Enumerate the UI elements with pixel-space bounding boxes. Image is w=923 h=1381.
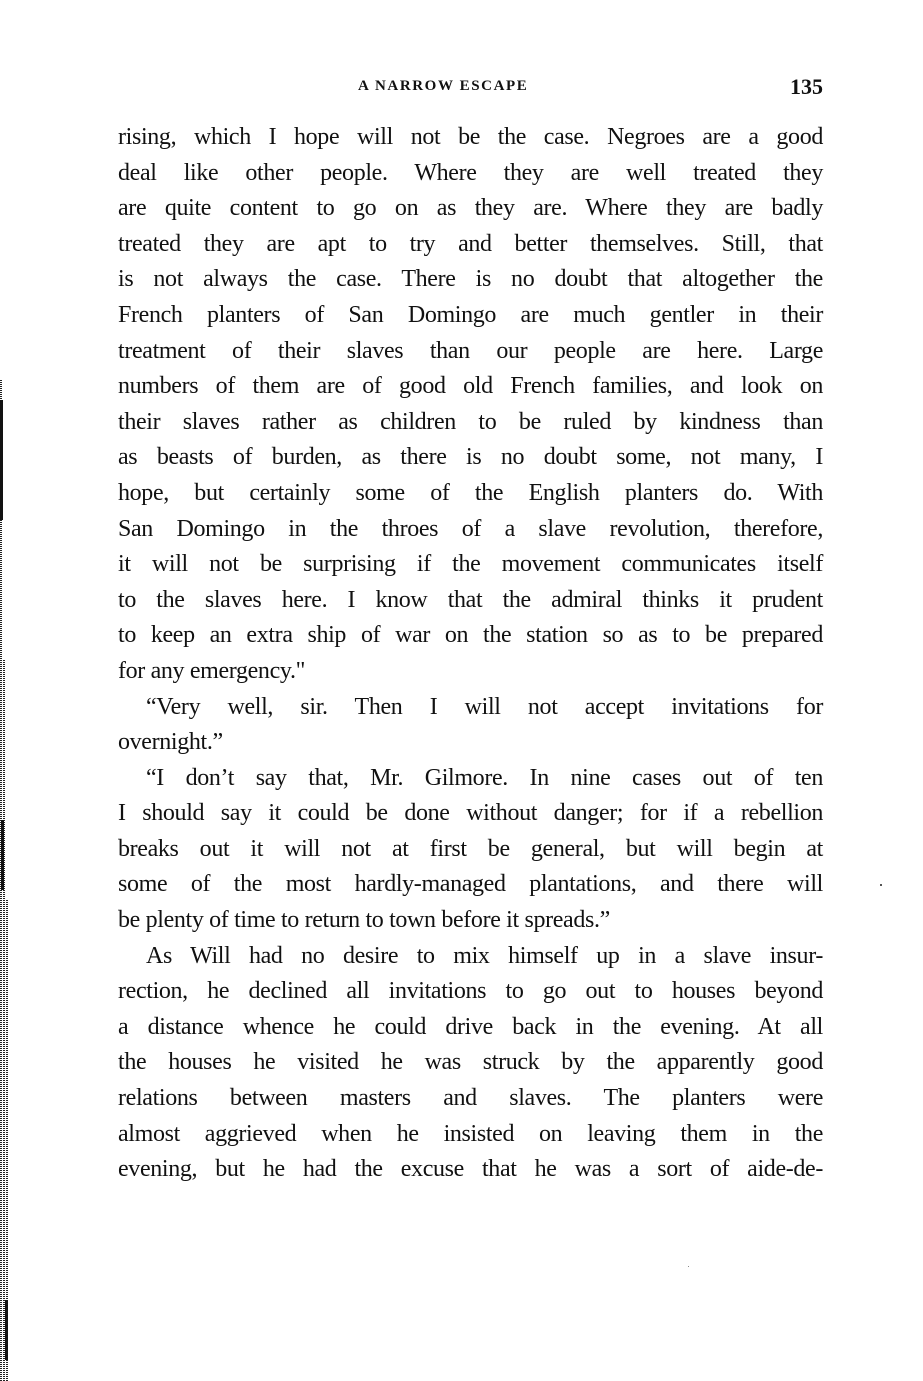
page-number: 135	[790, 74, 823, 99]
text-line: almost aggrieved when he insisted on leaving them in the	[118, 1120, 823, 1147]
text-line: to the slaves here. I know that the admiral thinks it prudent	[118, 586, 823, 613]
page-edge-stripe	[3, 660, 5, 1381]
text-line: their slaves rather as children to be ruled by kindness than	[118, 408, 823, 435]
text-line: it will not be surprising if the movement communicates itself	[118, 551, 823, 578]
text-line: relations between masters and slaves. The planters were	[118, 1085, 823, 1112]
scanned-page-edge	[0, 380, 12, 1381]
text-line: rection, he declined all invitations to go out to houses beyond	[118, 978, 823, 1005]
text-line: are quite content to go on as they are. Where they are badly	[118, 195, 823, 222]
running-title: A NARROW ESCAPE	[358, 78, 529, 94]
text-line: hope, but certainly some of the English planters do. With	[118, 479, 823, 506]
text-line: for any emergency."	[118, 657, 306, 684]
page-edge-shadow	[0, 400, 3, 520]
text-line: “I don’t say that, Mr. Gilmore. In nine cases out of ten	[146, 764, 823, 791]
text-line: French planters of San Domingo are much gentler in their	[118, 301, 823, 328]
body-text	[118, 120, 823, 1188]
text-line: be plenty of time to return to town before it spreads.”	[118, 907, 610, 934]
text-line: breaks out it will not at first be general, but will begin at	[118, 835, 823, 862]
page-edge-shadow	[1, 820, 4, 890]
scan-speck	[688, 1266, 689, 1267]
text-line: as beasts of burden, as there is no doubt some, not many, I	[118, 444, 823, 471]
text-line: I should say it could be done without danger; for if a rebellion	[118, 800, 823, 827]
text-line: treated they are apt to try and better themselves. Still, that	[118, 230, 823, 257]
text-line: some of the most hardly-managed plantations, and there will	[118, 871, 823, 898]
text-line: “Very well, sir. Then I will not accept invitations for	[146, 693, 823, 720]
text-line: As Will had no desire to mix himself up in a slave insur-	[146, 942, 823, 969]
text-line: deal like other people. Where they are well treated they	[118, 159, 823, 186]
page-edge-shadow	[5, 1300, 8, 1360]
text-line: to keep an extra ship of war on the station so as to be prepared	[118, 622, 823, 649]
text-line: a distance whence he could drive back in the evening. At all	[118, 1013, 823, 1040]
text-line: evening, but he had the excuse that he was a sort of aide-de-	[118, 1156, 823, 1183]
text-line: numbers of them are of good old French families, and look on	[118, 373, 823, 400]
text-line: rising, which I hope will not be the case. Negroes are a good	[118, 124, 823, 150]
running-head	[118, 74, 823, 104]
text-line: is not always the case. There is no doubt that altogether the	[118, 266, 823, 293]
text-line: the houses he visited he was struck by the apparently good	[118, 1049, 823, 1076]
text-line: San Domingo in the throes of a slave revolution, therefore,	[118, 515, 823, 542]
text-line: overnight.”	[118, 729, 223, 756]
scan-speck	[880, 884, 882, 886]
text-line: treatment of their slaves than our people are here. Large	[118, 337, 823, 364]
